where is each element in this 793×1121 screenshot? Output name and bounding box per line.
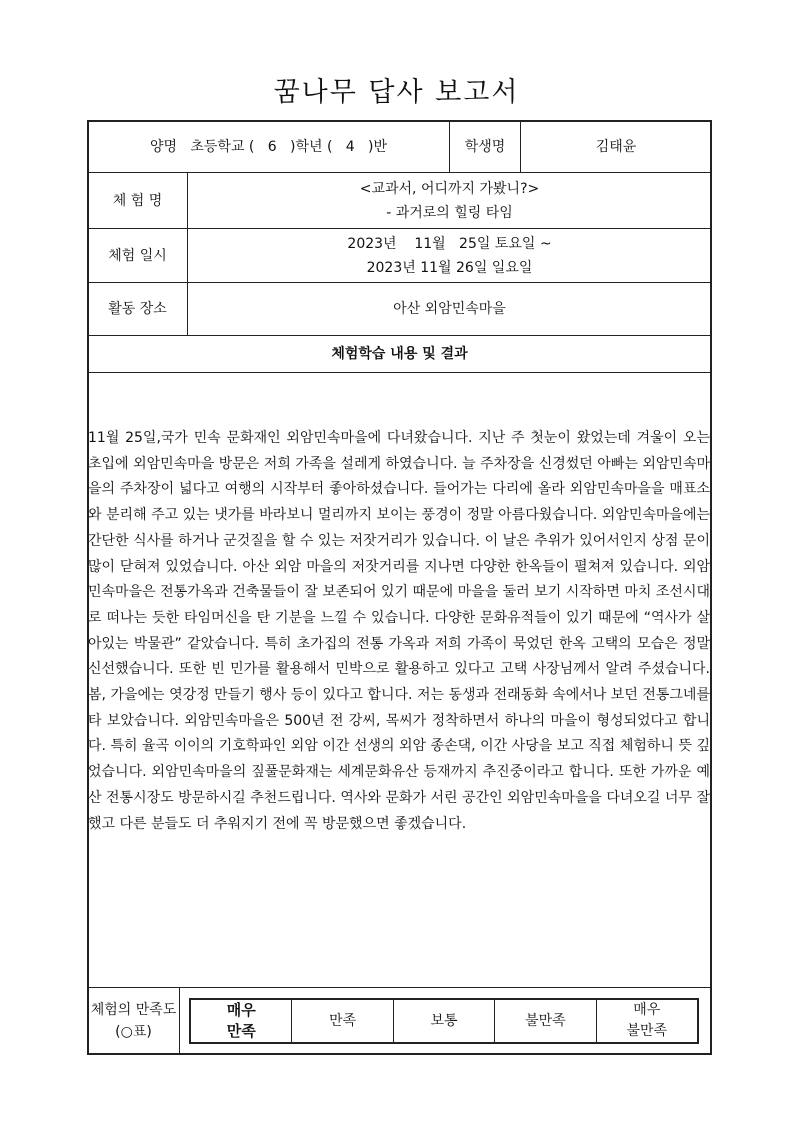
- column-divider: [179, 987, 180, 1054]
- experience-name-value: [188, 173, 711, 228]
- report-title: 꿈나무 답사 보고서: [273, 77, 520, 108]
- rating-option-dissatisfied[interactable]: [494, 1000, 595, 1042]
- experience-date-line2: 2023년 11월 26일 일요일: [366, 259, 533, 276]
- experience-date-line1: 2023년 11월 25일 토요일 ~: [347, 235, 552, 252]
- experience-name-line2: - 과거로의 힐링 타임: [386, 204, 513, 221]
- activity-place-text: 아산 외암민속마을: [393, 301, 506, 317]
- satisfaction-options: [189, 998, 699, 1044]
- class-info-text: 양명 초등학교 ( 6 )학년 ( 4 )반: [149, 138, 388, 155]
- rating-option-line1: 만족: [329, 1012, 357, 1029]
- report-body-paragraph: 11월 25일,국가 민속 문화재인 외암민속마을에 다녀왔습니다. 지난 주 첫눈이 왔었는데 겨울이 오는 초입에 외암민속마을 방문은 저희 가족을 설레게 하였습니다. 늘 주차장을 신경썼던 아빠는 외암민속마을의 주차장이 넓다고 여행의 시작부터 좋아하셨습니다. 들어가는 다리에 올라 외암민속마을을 매표소와 분리해 주고 있는 냇가를 바라보니 멀리까지 보이는 풍경이 정말 아름다웠습니다. 외암민속마을에는 간단한 식사를 하거나 군것질을 할 수 있는 저잣거리가 있습니다. 이 날은 추위가 있어서인지 상점 문이 많이 닫혀져 있었습니다. 아산 외암 마을의 저잣거리를 지나면 다양한 한옥들이 펼쳐져 있습니다. 외암 민속마을은 전통가옥과 건축물들이 잘 보존되어 있기 때문에 마을을 둘러 보기 시작하면 마치 조선시대로 떠나는 듯한 타임머신을 탄 기분을 느낄 수 있습니다. 다양한 문화유적들이 있기 때문에 “역사가 살아있는 박물관” 같았습니다. 특히 초가집의 전통 가옥과 저희 가족이 묵었던 한옥 고택의 모습은 정말 신선했습니다. 또한 빈 민가를 활용해서 민박으로 활용하고 있다고 고택 사장님께서 알려 주셨습니다. 봄, 가을에는 엿강정 만들기 행사 등이 있다고 합니다. 저는 동생과 전래동화 속에서나 보던 전통그네를 타 보았습니다. 외암민속마을은 500년 전 강씨, 목씨가 정착하면서 하나의 마을이 형성되었다고 합니다. 특히 율곡 이이의 기호학파인 외암 이간 선생의 외암 종손댁, 이간 사당을 보고 직접 체험하니 뜻 깊었습니다. 외암민속마을의 짚풀문화재는 세계문화유산 등재까지 추진중이라고 합니다. 또한 가까운 예산 전통시장도 방문하시길 추천드립니다. 역사와 문화가 서린 공간인 외암민속마을을 다녀오길 너무 잘했고 다른 분들도 더 추워지기 전에 꼭 방문했으면 좋겠습니다.: [88, 430, 710, 832]
- student-name-label-text: 학생명: [464, 138, 506, 155]
- experience-date-label-text: 체험 일시: [108, 247, 167, 264]
- row-divider: [88, 987, 711, 988]
- satisfaction-label-line2: (○표): [115, 1024, 152, 1040]
- student-name-value: [521, 121, 711, 172]
- rating-option-line1: 매우: [633, 1002, 661, 1018]
- activity-place-label-text: 활동 장소: [108, 301, 167, 317]
- activity-place-value: [188, 283, 711, 335]
- rating-option-very-dissatisfied[interactable]: [596, 1000, 697, 1042]
- row-divider: [88, 372, 711, 373]
- satisfaction-label-line1: 체험의 만족도: [90, 1002, 177, 1018]
- student-name-text: 김태윤: [595, 138, 637, 155]
- rating-option-line1: 불만족: [525, 1012, 566, 1029]
- satisfaction-label: [88, 988, 179, 1054]
- experience-date-value: [188, 229, 711, 282]
- rating-option-line1: 매우: [226, 1001, 256, 1019]
- experience-name-label: [88, 173, 187, 228]
- section-header: [88, 336, 711, 372]
- rating-option-neutral[interactable]: [393, 1000, 494, 1042]
- rating-option-satisfied[interactable]: [291, 1000, 392, 1042]
- rating-option-line2: 불만족: [626, 1023, 668, 1039]
- experience-name-line1: <교과서, 어디까지 가봤니?>: [359, 180, 540, 197]
- experience-date-label: [88, 229, 187, 282]
- experience-name-label-text: 체 험 명: [112, 192, 163, 209]
- section-header-text: 체험학습 내용 및 결과: [331, 346, 468, 362]
- rating-option-line2: 만족: [226, 1022, 256, 1040]
- rating-option-line1: 보통: [430, 1012, 458, 1029]
- class-info: [88, 121, 449, 172]
- report-body: [88, 426, 710, 837]
- activity-place-label: [88, 283, 187, 335]
- student-name-label: [450, 121, 520, 172]
- rating-option-very-satisfied[interactable]: [191, 1000, 291, 1042]
